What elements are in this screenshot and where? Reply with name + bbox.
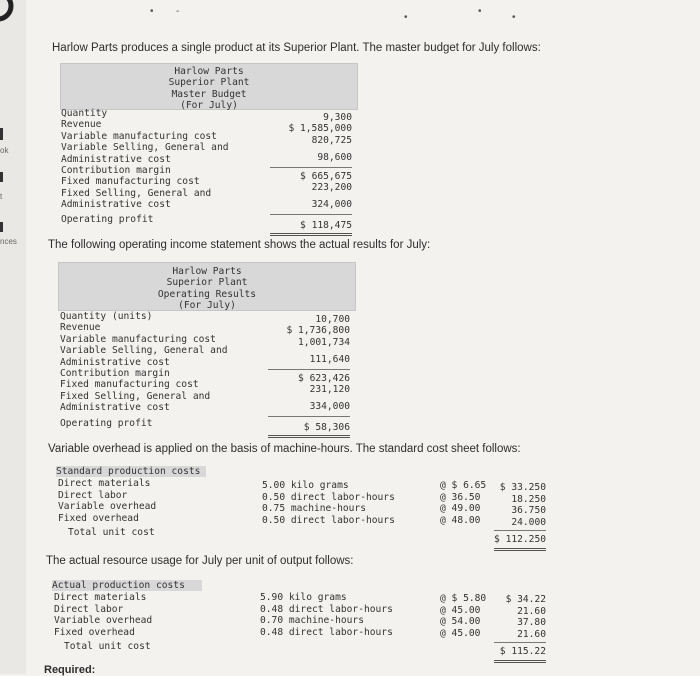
actual-profit: $ 58,306	[268, 422, 350, 438]
row-cost: 36.750	[511, 505, 546, 517]
row-rate: @ 49.00	[440, 503, 481, 515]
speck: •	[150, 6, 154, 17]
standard-total: $ 112.250	[494, 534, 546, 551]
row-label: Fixed overhead	[58, 512, 139, 524]
row-quantity: 0.48 direct labor-hours	[260, 603, 393, 615]
intro-text: Harlow Parts produces a single product at its Superior Plant. The master budget for July follows:	[52, 42, 541, 54]
master-profit: $ 118,475	[270, 220, 352, 236]
row-quantity: 0.50 direct labor-hours	[262, 491, 395, 503]
row-quantity: 0.75 machine-hours	[262, 503, 366, 515]
header-line: (For July)	[180, 100, 238, 112]
master-budget-labels	[61, 108, 229, 225]
row-rate: @ 45.00	[440, 604, 481, 616]
master-contribution: $ 665,675	[300, 170, 352, 182]
header-line: Superior Plant	[168, 77, 250, 89]
row-label: Administrative cost	[60, 402, 170, 414]
master-quantity: 9,300	[323, 112, 352, 123]
standard-cost-labels	[58, 478, 156, 539]
overhead-intro-text: Variable overhead is applied on the basis of machine-hours. The standard cost sheet follows:	[48, 443, 521, 455]
strip-marker	[0, 222, 3, 232]
row-quantity: 5.00 kilo grams	[262, 480, 349, 491]
row-cost: $ 34.22	[505, 594, 546, 605]
row-label: Operating profit	[61, 213, 154, 225]
standard-costs-title: Standard production costs	[56, 466, 206, 477]
standard-cost-rates	[440, 480, 486, 526]
actual-contribution: $ 623,426	[298, 372, 350, 384]
row-rate: @ 45.00	[440, 627, 481, 639]
row-rate: @ $ 6.65	[440, 480, 487, 491]
speck: -	[176, 6, 180, 17]
row-cost: 37.80	[517, 617, 546, 629]
sidebar-item-t[interactable]: t	[0, 192, 3, 201]
row-label: Operating profit	[60, 417, 153, 429]
row-label: Direct materials	[54, 592, 147, 603]
row-label: Administrative cost	[61, 153, 171, 165]
required-heading: Required:	[44, 664, 96, 676]
actual-cost-amounts	[494, 594, 546, 663]
speck: •	[478, 6, 482, 17]
row-quantity: 0.50 direct labor-hours	[262, 514, 395, 526]
row-quantity: 5.90 kilo grams	[260, 592, 347, 603]
row-label: Variable overhead	[58, 501, 157, 513]
actual-costs-title: Actual production costs	[52, 580, 202, 591]
header-line: Harlow Parts	[172, 266, 242, 277]
row-label: Direct labor	[58, 489, 128, 501]
row-label: Fixed manufacturing cost	[60, 379, 199, 391]
header-line: (For July)	[178, 300, 236, 312]
operating-results-labels	[60, 311, 228, 429]
actual-var-sga: 111,640	[268, 354, 350, 369]
actual-fixed-mfg: 231,120	[309, 384, 350, 396]
row-label: Administrative cost	[60, 356, 170, 368]
row-label: Revenue	[60, 322, 101, 334]
row-label: Variable overhead	[54, 615, 153, 627]
row-cost: 21.60	[494, 629, 546, 644]
row-label: Variable manufacturing cost	[61, 130, 217, 142]
total-label: Total unit cost	[68, 527, 155, 539]
row-label: Direct labor	[54, 603, 124, 615]
header-line: Master Budget	[171, 88, 247, 100]
row-label: Fixed Selling, General and	[61, 187, 212, 199]
row-rate: @ $ 5.80	[440, 593, 487, 604]
row-label: Variable Selling, General and	[60, 345, 228, 357]
actual-quantity: 10,700	[315, 314, 350, 325]
row-label: Contribution margin	[60, 367, 170, 379]
row-cost: 24.000	[494, 517, 546, 532]
strip-marker	[0, 172, 3, 182]
master-var-mfg: 820,725	[311, 134, 352, 146]
operating-results-values	[268, 314, 350, 438]
actual-total: $ 115.22	[494, 646, 546, 663]
circle-logo-fragment	[0, 0, 22, 30]
usage-intro-text: The actual resource usage for July per unit of output follows:	[46, 555, 354, 567]
row-label: Revenue	[61, 119, 102, 131]
header-line: Superior Plant	[166, 277, 248, 289]
actual-cost-rates	[440, 593, 486, 639]
row-label: Fixed Selling, General and	[60, 390, 211, 402]
row-quantity: 0.48 direct labor-hours	[260, 626, 393, 638]
operating-results-header	[58, 262, 356, 311]
actual-revenue: $ 1,736,800	[286, 325, 350, 337]
row-label: Quantity (units)	[60, 311, 153, 322]
row-label: Contribution margin	[61, 164, 171, 176]
master-var-sga: 98,600	[270, 152, 352, 167]
row-cost: 18.250	[511, 493, 546, 505]
row-cost: 21.60	[517, 605, 546, 617]
row-quantity: 0.70 machine-hours	[260, 615, 364, 627]
actual-intro-text: The following operating income statement shows the actual results for July:	[48, 239, 431, 251]
row-rate: @ 48.00	[440, 514, 481, 526]
actual-cost-labels	[54, 592, 152, 653]
standard-cost-quantities	[262, 480, 395, 526]
sidebar-item-ok[interactable]: ok	[0, 146, 9, 155]
speck: •	[404, 12, 408, 23]
row-cost: $ 33.250	[499, 482, 546, 493]
row-label: Fixed manufacturing cost	[61, 176, 200, 188]
header-line: Harlow Parts	[174, 66, 244, 77]
row-label: Administrative cost	[61, 199, 171, 211]
total-label: Total unit cost	[64, 641, 151, 653]
actual-fixed-sga: 334,000	[268, 401, 350, 416]
master-values	[270, 112, 352, 236]
strip-marker	[0, 128, 3, 140]
row-rate: @ 54.00	[440, 616, 481, 628]
row-label: Fixed overhead	[54, 626, 135, 638]
row-rate: @ 36.50	[440, 491, 481, 503]
header-line: Operating Results	[157, 288, 257, 300]
speck: •	[512, 12, 516, 23]
left-sidebar-fragment	[0, 0, 26, 674]
row-label: Quantity	[61, 108, 108, 119]
actual-cost-quantities	[260, 592, 393, 638]
sidebar-item-nces[interactable]: nces	[0, 237, 17, 246]
row-label: Variable manufacturing cost	[60, 333, 216, 345]
master-fixed-mfg: 223,200	[311, 182, 352, 194]
row-label: Direct materials	[58, 478, 151, 489]
row-label: Variable Selling, General and	[61, 142, 229, 154]
master-fixed-sga: 324,000	[270, 199, 352, 214]
standard-cost-amounts	[494, 482, 546, 551]
master-budget-header	[60, 63, 358, 110]
actual-var-mfg: 1,001,734	[298, 336, 350, 348]
master-revenue: $ 1,585,000	[288, 123, 352, 135]
